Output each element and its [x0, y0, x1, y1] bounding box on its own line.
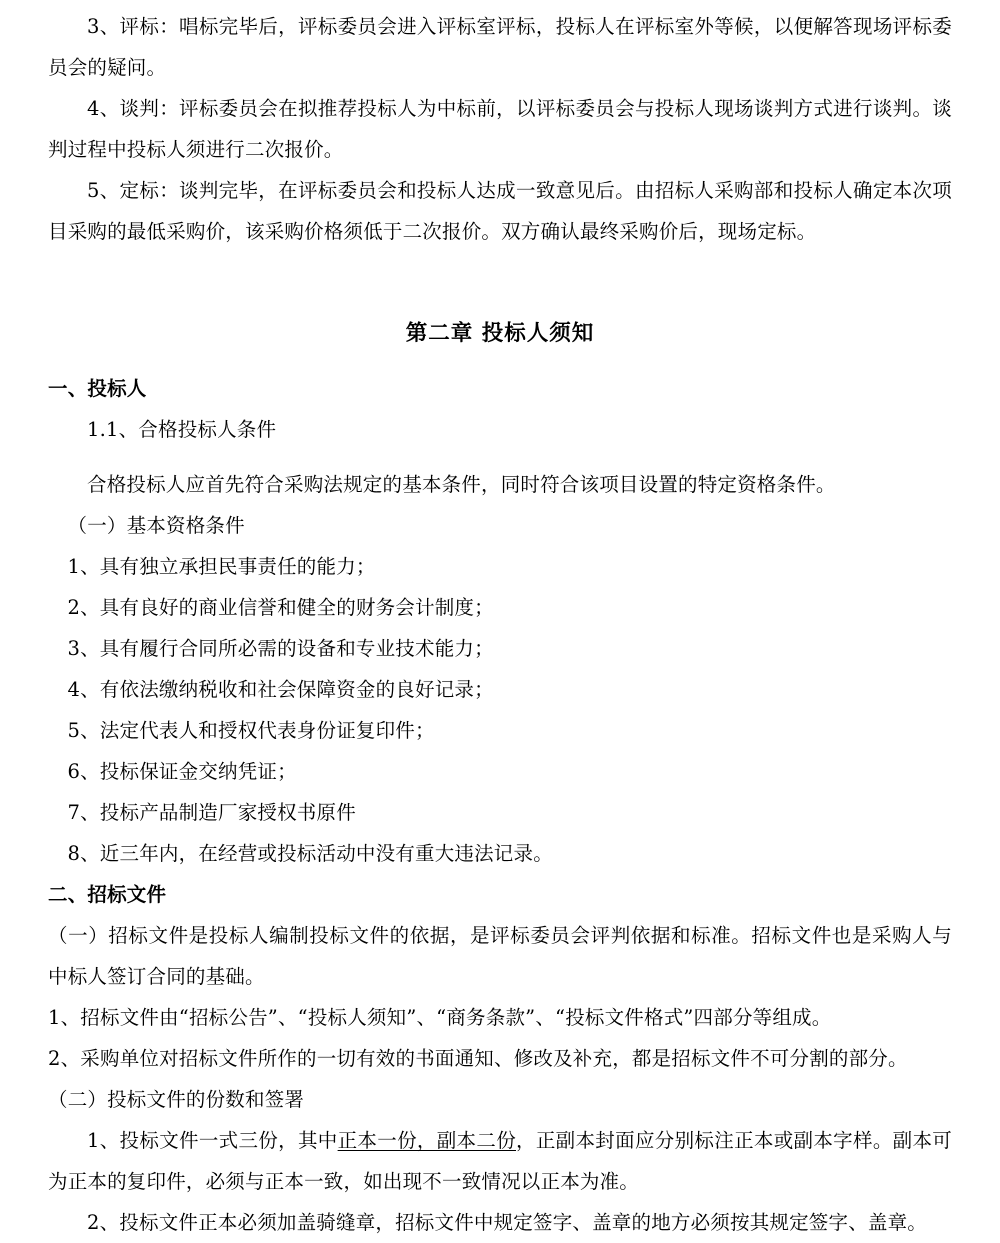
paragraph-tender-basis: （一）招标文件是投标人编制投标文件的依据，是评标委员会评判依据和标准。招标文件也是采购人与中标人签订合同的基础。	[48, 924, 952, 988]
paragraph-negotiation: 4、谈判：评标委员会在拟推荐投标人为中标前，以评标委员会与投标人现场谈判方式进行谈判。谈判过程中投标人须进行二次报价。	[48, 97, 952, 161]
subsection-qualified-bidder: 1.1、合格投标人条件	[87, 418, 277, 441]
spacer-after-chapter	[48, 354, 952, 368]
list-item: 2、具有良好的商业信誉和健全的财务会计制度；	[67, 596, 494, 619]
list-item: 3、具有履行合同所必需的设备和专业技术能力；	[67, 637, 494, 660]
copies-emphasis: 正本一份，副本二份	[337, 1129, 517, 1152]
copies-suffix: ，正副本封面应分别标注正本或副本字样。副本可为正本的复印件，必须与正本一致，如出现不一致情况以正本为准。	[48, 1129, 952, 1193]
section-heading-bidder: 一、投标人	[48, 377, 147, 400]
paragraph-seal-requirement: 2、投标文件正本必须加盖骑缝章，招标文件中规定签字、盖章的地方必须按其规定签字、盖章。	[87, 1211, 928, 1234]
section-heading-tender-documents: 二、招标文件	[48, 883, 167, 906]
chapter-title: 第二章 投标人须知	[405, 321, 595, 346]
list-title-basic-qualification: （一）基本资格条件	[67, 514, 245, 537]
list-item: 4、有依法缴纳税收和社会保障资金的良好记录；	[67, 678, 494, 701]
list-item: 8、近三年内，在经营或投标活动中没有重大违法记录。	[67, 842, 553, 865]
paragraph-award: 5、定标：谈判完毕，在评标委员会和投标人达成一致意见后。由招标人采购部和投标人确定本次项目采购的最低采购价，该采购价格须低于二次报价。双方确认最终采购价后，现场定标。	[48, 179, 952, 243]
spacer-before-chapter	[48, 252, 952, 314]
spacer-before-intro	[48, 450, 952, 464]
list-item: 5、法定代表人和授权代表身份证复印件；	[67, 719, 435, 742]
paragraph-qualification-intro: 合格投标人应首先符合采购法规定的基本条件，同时符合该项目设置的特定资格条件。	[87, 473, 836, 496]
paragraph-tender-composition: 1、招标文件由“招标公告”、“投标人须知”、“商务条款”、“投标文件格式”四部分等组成。	[48, 1006, 832, 1029]
list-item: 1、具有独立承担民事责任的能力；	[67, 555, 376, 578]
list-item: 6、投标保证金交纳凭证；	[67, 760, 297, 783]
paragraph-evaluation: 3、评标：唱标完毕后，评标委员会进入评标室评标，投标人在评标室外等候，以便解答现场评标委员会的疑问。	[48, 15, 952, 79]
copies-prefix: 1、投标文件一式三份，其中	[87, 1129, 338, 1152]
paragraph-tender-amendments: 2、采购单位对招标文件所作的一切有效的书面通知、修改及补充，都是招标文件不可分割的部分。	[48, 1047, 908, 1070]
list-item: 7、投标产品制造厂家授权书原件	[67, 801, 356, 824]
paragraph-copies-and-signature-title: （二）投标文件的份数和签署	[48, 1088, 305, 1111]
paragraph-copies-detail	[48, 1120, 952, 1202]
